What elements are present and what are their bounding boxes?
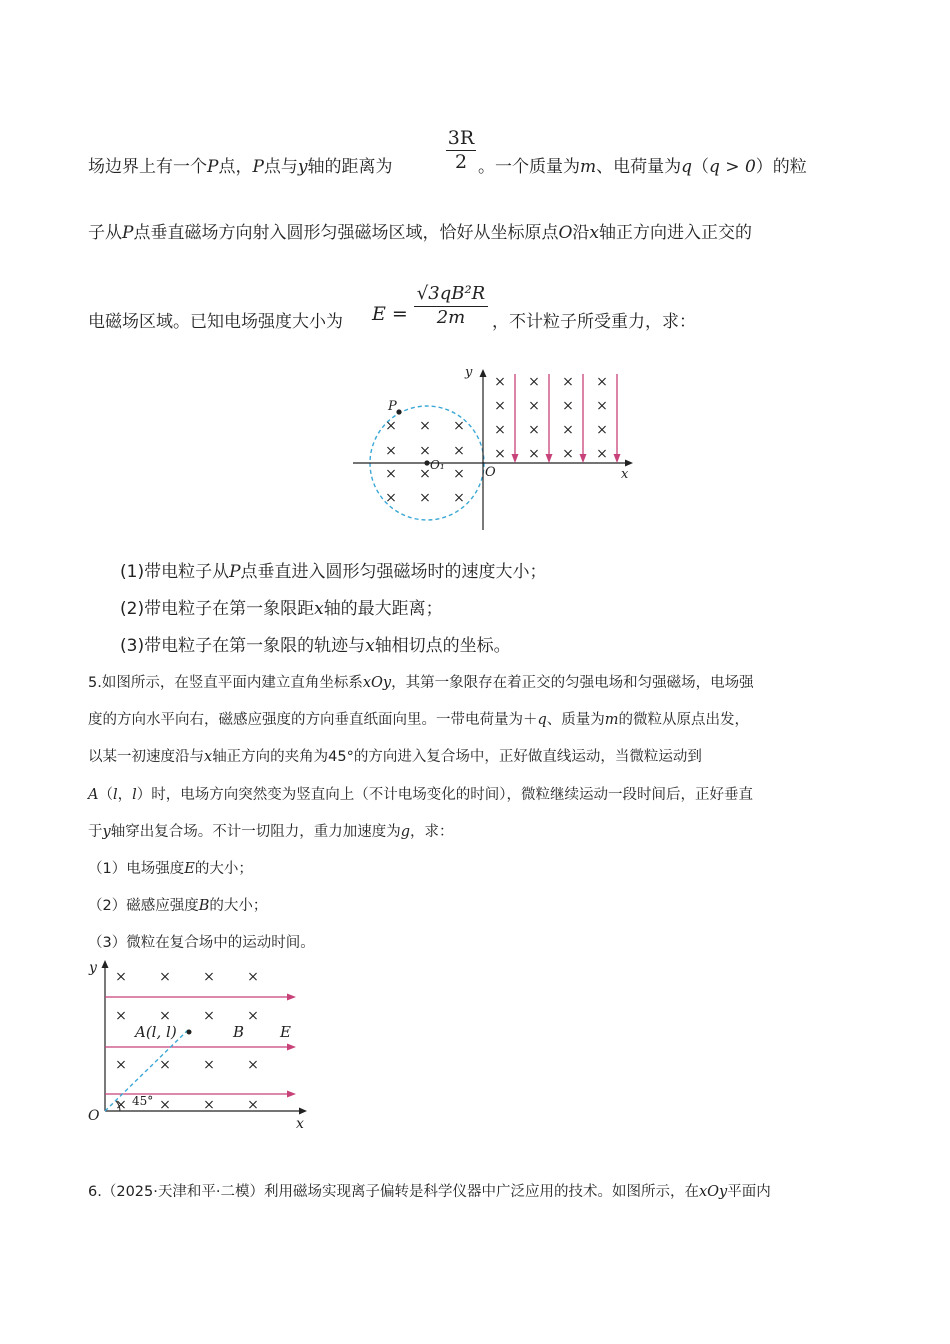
p5-line-1: 5.如图所示，在竖直平面内建立直角坐标系xOy，其第一象限存在着正交的匀强电场和匀强磁场，电场强	[88, 675, 754, 691]
svg-text:×: ×	[247, 1008, 259, 1024]
p5-line-5: 于y轴穿出复合场。不计一切阻力，重力加速度为g，求：	[88, 824, 454, 840]
label-y: y	[465, 365, 473, 380]
svg-text:×: ×	[419, 443, 431, 459]
svg-text:×: ×	[419, 418, 431, 434]
p4-fraction-e: $\frac{\text{√3qB²R}}{2m}$	[414, 283, 488, 328]
svg-text:×: ×	[562, 446, 574, 462]
p4-line2: 子从P点垂直磁场方向射入圆形匀强磁场区域，恰好从坐标原点O沿x轴正方向进入正交的	[88, 223, 752, 243]
svg-text:×: ×	[528, 398, 540, 414]
svg-text:×: ×	[385, 490, 397, 506]
svg-text:×: ×	[596, 422, 608, 438]
label-origin: O	[88, 1108, 100, 1124]
svg-text:×: ×	[159, 1008, 171, 1024]
svg-text:×: ×	[419, 490, 431, 506]
label-y: y	[89, 960, 97, 976]
y-axis-arrowhead	[102, 960, 109, 968]
svg-text:×: ×	[203, 1097, 215, 1113]
label-b: B	[233, 1023, 245, 1041]
svg-text:×: ×	[562, 374, 574, 390]
quadrant-field-crosses	[494, 374, 608, 462]
p6-line-1: 6.（2025·天津和平·二模）利用磁场实现离子偏转是科学仪器中广泛应用的技术。如图所示，在xOy平面内	[88, 1184, 771, 1200]
svg-text:×: ×	[385, 418, 397, 434]
p5-line-2: 度的方向水平向右，磁感应强度的方向垂直纸面向里。一带电荷量为＋q、质量为m的微粒从原点出发，	[88, 712, 750, 728]
svg-text:×: ×	[562, 422, 574, 438]
p4-fraction-3r-over-2: $\frac{3R}{2}$	[447, 127, 475, 173]
svg-text:×: ×	[494, 422, 506, 438]
field-crosses	[115, 969, 259, 1113]
svg-text:×: ×	[419, 466, 431, 482]
svg-text:×: ×	[453, 418, 465, 434]
svg-text:×: ×	[247, 969, 259, 985]
svg-text:×: ×	[562, 398, 574, 414]
svg-text:×: ×	[528, 422, 540, 438]
x-axis-arrowhead	[625, 460, 633, 467]
svg-text:×: ×	[453, 443, 465, 459]
svg-text:×: ×	[596, 398, 608, 414]
svg-text:×: ×	[247, 1057, 259, 1073]
svg-text:×: ×	[596, 446, 608, 462]
p5-line-3: 以某一初速度沿与x轴正方向的夹角为45°的方向进入复合场中，正好做直线运动，当微粒运动到	[88, 749, 702, 765]
electric-field-lines	[105, 994, 296, 1098]
label-x: x	[621, 467, 629, 482]
p4-line1-tail: 。一个质量为m、电荷量为q（q > 0）的粒	[478, 157, 807, 177]
svg-text:×: ×	[159, 1097, 171, 1113]
p4-e-lhs: E =	[372, 303, 408, 325]
svg-text:×: ×	[528, 446, 540, 462]
label-o1: O₁	[430, 458, 445, 472]
p4-line3-tail: ，不计粒子所受重力，求：	[492, 312, 696, 332]
p4-figure	[345, 362, 640, 534]
svg-text:×: ×	[494, 446, 506, 462]
p5-subquestion-1: （1）电场强度E的大小；	[88, 861, 253, 877]
svg-text:×: ×	[203, 969, 215, 985]
p5-figure	[84, 957, 314, 1135]
p5-line-4: A（l，l）时，电场方向突然变为竖直向上（不计电场变化的时间），微粒继续运动一段时间后，正好垂直	[88, 787, 754, 803]
svg-text:×: ×	[453, 466, 465, 482]
svg-text:×: ×	[453, 490, 465, 506]
point-a-dot	[187, 1030, 192, 1035]
svg-text:×: ×	[596, 374, 608, 390]
p4-question-1: (1)带电粒子从P点垂直进入圆形匀强磁场时的速度大小；	[120, 562, 547, 582]
svg-text:×: ×	[494, 398, 506, 414]
point-o1-dot	[424, 460, 429, 465]
label-e: E	[280, 1023, 291, 1041]
svg-text:×: ×	[385, 443, 397, 459]
label-origin: O	[485, 465, 496, 480]
p4-line1: 场边界上有一个P点，P点与y轴的距离为	[88, 157, 393, 177]
svg-text:×: ×	[247, 1097, 259, 1113]
svg-text:×: ×	[203, 1008, 215, 1024]
point-p-dot	[396, 409, 401, 414]
svg-text:×: ×	[203, 1057, 215, 1073]
svg-text:×: ×	[159, 1057, 171, 1073]
label-x: x	[296, 1116, 304, 1132]
svg-text:×: ×	[115, 1057, 127, 1073]
label-angle: 45°	[132, 1094, 154, 1108]
label-p: P	[388, 399, 397, 414]
p4-question-2: (2)带电粒子在第一象限距x轴的最大距离；	[120, 599, 443, 619]
svg-text:×: ×	[385, 466, 397, 482]
svg-text:×: ×	[115, 1097, 127, 1113]
svg-text:×: ×	[494, 374, 506, 390]
svg-text:×: ×	[159, 969, 171, 985]
svg-text:×: ×	[115, 969, 127, 985]
svg-text:×: ×	[115, 1008, 127, 1024]
label-a: A(l, l)	[135, 1023, 177, 1041]
svg-text:×: ×	[528, 374, 540, 390]
p4-question-3: (3)带电粒子在第一象限的轨迹与x轴相切点的坐标。	[120, 636, 511, 656]
p4-line3: 电磁场区域。已知电场强度大小为	[88, 312, 343, 332]
y-axis-arrowhead	[480, 369, 487, 377]
p5-subquestion-2: （2）磁感应强度B的大小；	[88, 898, 268, 914]
p5-subquestion-3: （3）微粒在复合场中的运动时间。	[88, 935, 315, 951]
x-axis-arrowhead	[299, 1108, 307, 1115]
